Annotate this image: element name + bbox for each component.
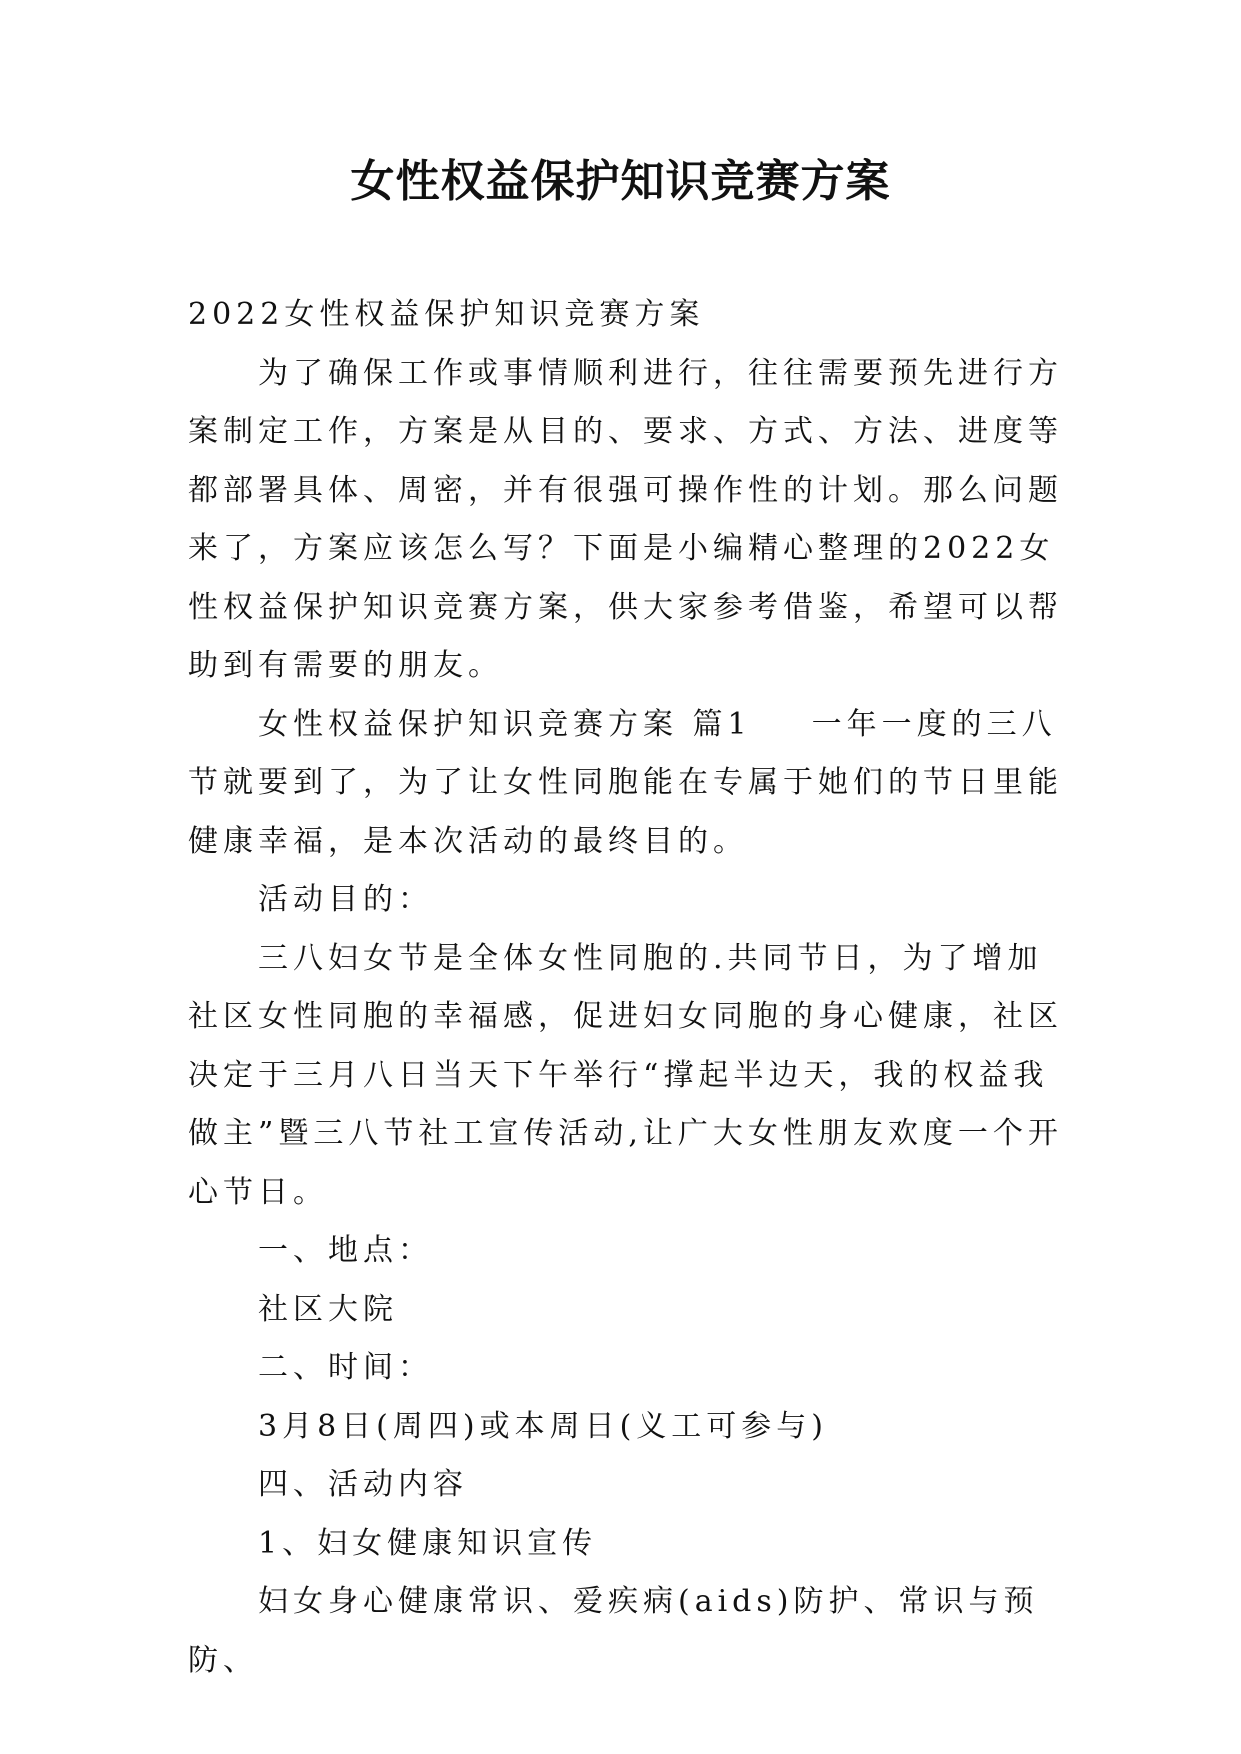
- section-paragraph: [188, 696, 1068, 872]
- purpose-label: 活动目的：: [258, 882, 433, 917]
- section-lead: 一年一度的三八节就要到了，为了让女性同胞能在专属于她们的节日里能健康幸福，是本次活动的最终目的。: [188, 706, 1063, 859]
- item1-text: 妇女身心健康常识、爱疾病(aids)防护、常识与预防、: [188, 1584, 1039, 1678]
- time-value: 3月8日(周四)或本周日(义工可参与): [258, 1408, 828, 1444]
- time-label: 二、时间：: [258, 1350, 433, 1385]
- location-value: 社区大院: [258, 1291, 398, 1327]
- item1-label: 1、妇女健康知识宣传: [258, 1525, 598, 1561]
- purpose-paragraph: 三八妇女节是全体女性同胞的.共同节日，为了增加社区女性同胞的幸福感，促进妇女同胞的身心健康，社区决定于三月八日当天下午举行“撑起半边天，我的权益我做主”暨三八节社工宣传活动,让广大女性朋友欢度一个开心节日。: [188, 940, 1063, 1210]
- document-title: 女性权益保护知识竞赛方案: [350, 156, 891, 207]
- content-label: 四、活动内容: [258, 1467, 468, 1502]
- section-heading: 女性权益保护知识竞赛方案 篇1: [258, 706, 752, 742]
- document-body: [188, 286, 1068, 1690]
- intro-paragraph: 为了确保工作或事情顺利进行，往往需要预先进行方案制定工作，方案是从目的、要求、方式、方法、进度等都部署具体、周密，并有很强可操作性的计划。那么问题来了，方案应该怎么写？下面是小编精心整理的2022女性权益保护知识竞赛方案，供大家参考借鉴，希望可以帮助到有需要的朋友。: [188, 355, 1063, 683]
- location-label: 一、地点：: [258, 1233, 433, 1268]
- document-subtitle: 2022女性权益保护知识竞赛方案: [188, 297, 705, 332]
